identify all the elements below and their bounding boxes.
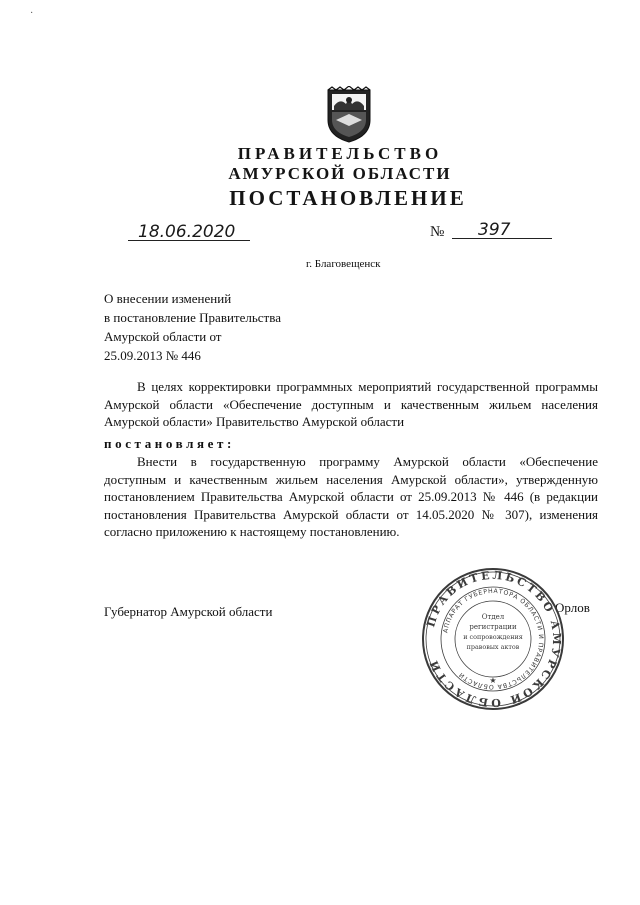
seal-center-line: и сопровождения (463, 633, 523, 641)
signatory-name: Орлов (555, 600, 590, 615)
subject-line: в постановление Правительства (104, 310, 281, 325)
subject-line: О внесении изменений (104, 291, 232, 306)
header-government: ПРАВИТЕЛЬСТВО (237, 144, 443, 163)
signatory-position: Губернатор Амурской области (104, 604, 273, 619)
seal-inner-ring-text: АППАРАТ ГУБЕРНАТОРА ОБЛАСТИ И ПРАВИТЕЛЬСТВА ОБЛАСТИ (442, 587, 545, 691)
seal-outer-text: ПРАВИТЕЛЬСТВО АМУРСКОЙ ОБЛАСТИ (424, 568, 564, 710)
scan-marks (30, 8, 33, 19)
subject-line: 25.09.2013 № 446 (104, 348, 201, 363)
preamble-paragraph: В целях корректировки программных мероприятий государственной программы Амурской области «Обеспечение доступным и качественным жильем населения Амурской области» Правительство Амурской области (104, 379, 598, 429)
operative-paragraph: Внести в государственную программу Амурской области «Обеспечение доступным и качественным жильем населения Амурской области», утвержденную постановлением Правительства Амурской области от 25.09.2013 № 446 (в редакции постановления Правительства Амурской области от 14.05.2020 № 307), изменения согласно приложению к настоящему постановлению. (104, 454, 598, 539)
resolve-colon: : (227, 436, 232, 451)
document-number: 397 (478, 220, 511, 240)
resolve-word (104, 436, 231, 452)
document-subject (104, 289, 281, 365)
resolve-text: постановляет (104, 436, 228, 451)
city-line: г. Благовещенск (306, 258, 381, 270)
number-sign: № (430, 224, 445, 240)
seal-center-line: регистрации (469, 623, 517, 631)
document-type-title: ПОСТАНОВЛЕНИЕ (229, 186, 467, 210)
scan-dot: · (30, 8, 34, 19)
subject-line: Амурской области от (104, 329, 222, 344)
official-seal-icon (418, 565, 568, 713)
coat-of-arms-icon (324, 86, 374, 144)
document-date: 18.06.2020 (138, 222, 236, 242)
header-region: АМУРСКОЙ ОБЛАСТИ (228, 164, 452, 183)
seal-star-icon: ★ (489, 676, 497, 685)
seal-center-line: Отдел (481, 613, 505, 621)
seal-center-line: правовых актов (466, 643, 520, 651)
